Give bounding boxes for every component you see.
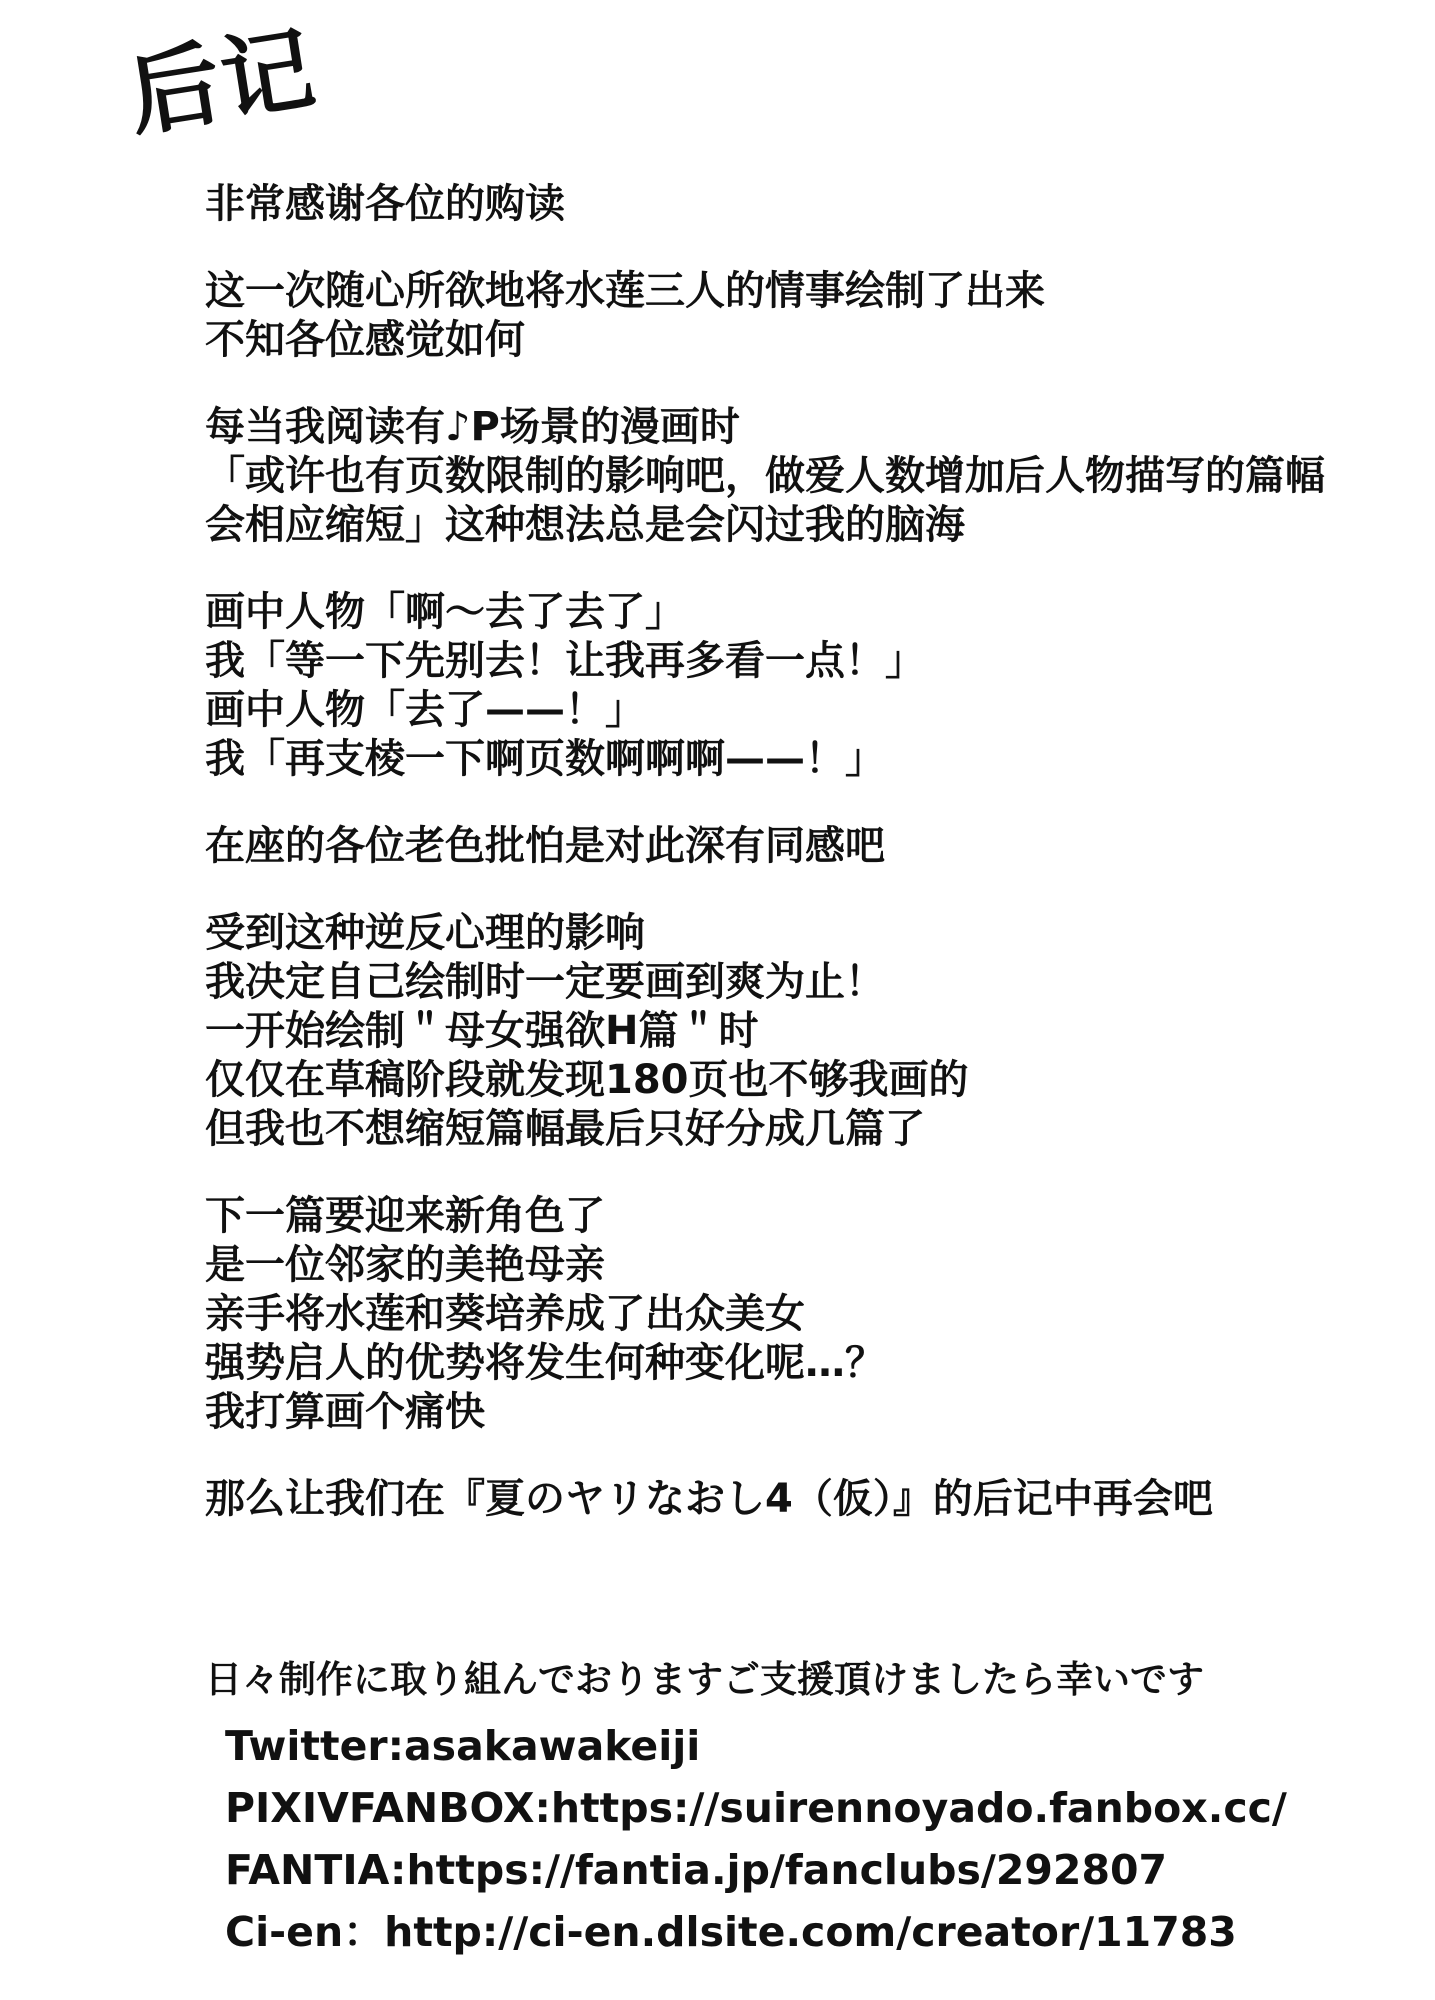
- text-line: 「或许也有页数限制的影响吧，做爱人数增加后人物描写的篇幅: [205, 453, 1325, 499]
- paragraph-thanks: [205, 180, 1405, 229]
- text-line: 受到这种逆反心理的影响: [205, 910, 645, 956]
- text-line: 是一位邻家的美艳母亲: [205, 1242, 605, 1288]
- link-list: [225, 1715, 1415, 1963]
- paragraph-dialogue: [205, 588, 1405, 784]
- text-line: 会相应缩短」这种想法总是会闪过我的脑海: [205, 502, 965, 548]
- text-line: 不知各位感觉如何: [205, 317, 525, 363]
- text-line: 每当我阅读有♪P场景的漫画时: [205, 404, 740, 450]
- text-line: 画中人物「啊～去了去了」: [205, 589, 685, 635]
- paragraph-farewell: [205, 1475, 1405, 1524]
- fantia-link: FANTIA:https://fantia.jp/fanclubs/292807: [225, 1846, 1168, 1894]
- support-message: 日々制作に取り組んでおりますご支援頂けましたら幸いです: [205, 1658, 1204, 1701]
- text-line: 仅仅在草稿阶段就发现180页也不够我画的: [205, 1057, 969, 1103]
- text-line: 但我也不想缩短篇幅最后只好分成几篇了: [205, 1106, 925, 1152]
- pixivfanbox-link: PIXIVFANBOX:https://suirennoyado.fanbox.cc/: [225, 1784, 1287, 1832]
- text-line: 我「再支棱一下啊页数啊啊啊——！」: [205, 736, 885, 782]
- text-line: 那么让我们在『夏のヤリなおし4（仮）』的后记中再会吧: [205, 1476, 1213, 1522]
- text-line: 一开始绘制＂母女强欲H篇＂时: [205, 1008, 759, 1054]
- ci-en-link: Ci-en：http://ci-en.dlsite.com/creator/11783: [225, 1908, 1237, 1956]
- paragraph-next: [205, 1192, 1405, 1437]
- text-line: 我打算画个痛快: [205, 1389, 485, 1435]
- paragraph-agree: [205, 822, 1405, 871]
- twitter-link: Twitter:asakawakeiji: [225, 1722, 701, 1770]
- paragraph-intro: [205, 267, 1405, 365]
- text-line: 亲手将水莲和葵培养成了出众美女: [205, 1291, 805, 1337]
- text-line: 强势启人的优势将发生何种变化呢…？: [205, 1340, 885, 1386]
- text-line: 我决定自己绘制时一定要画到爽为止！: [205, 959, 885, 1005]
- support-footer: [205, 1655, 1415, 1963]
- text-line: 画中人物「去了——！」: [205, 687, 645, 733]
- page-title: 后记: [120, 14, 324, 150]
- text-line: 非常感谢各位的购读: [205, 181, 565, 227]
- text-line: 我「等一下先别去！让我再多看一点！」: [205, 638, 925, 684]
- afterword-body: [205, 180, 1405, 1562]
- text-line: 下一篇要迎来新角色了: [205, 1193, 605, 1239]
- paragraph-page-limit: [205, 403, 1405, 550]
- paragraph-decision: [205, 909, 1405, 1154]
- text-line: 这一次随心所欲地将水莲三人的情事绘制了出来: [205, 268, 1045, 314]
- text-line: 在座的各位老色批怕是对此深有同感吧: [205, 823, 885, 869]
